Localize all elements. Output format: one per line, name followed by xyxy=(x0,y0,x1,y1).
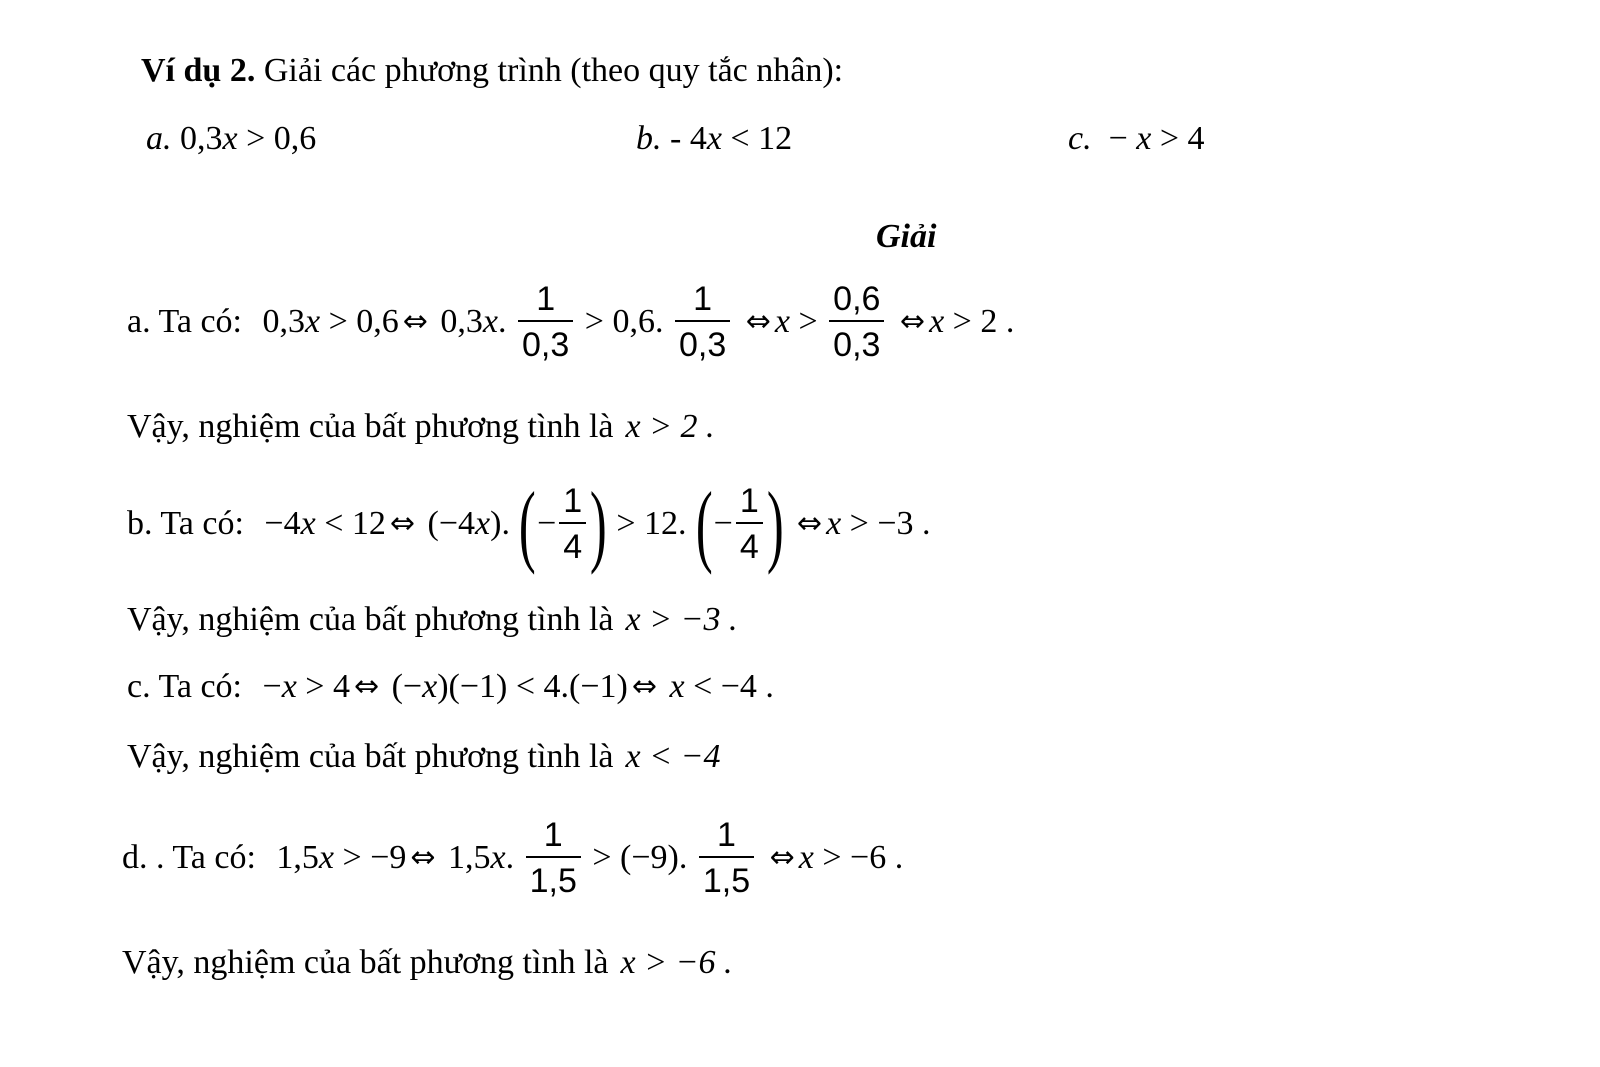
part-b-label: b. xyxy=(636,120,662,158)
answer-a: x > 2 . xyxy=(625,408,715,446)
solution-a-prefix: a. Ta có: xyxy=(127,303,242,340)
fraction: $\frac{1}{0,3}$ xyxy=(518,282,573,362)
answer-c: x < −4 xyxy=(625,738,721,776)
part-b-expr: - 4x < 12 xyxy=(670,120,793,158)
example-label: Ví dụ 2. xyxy=(141,52,256,90)
solution-c: c. Ta có: −x > 4 ⇔ (−x)(−1) < 4.(−1) ⇔ x < −4 . xyxy=(127,668,774,706)
conclusion-a: Vậy, nghiệm của bất phương tình là x > 2 . xyxy=(127,408,715,446)
solution-a: a. Ta có: 0,3x > 0,6 ⇔ 0,3x. $\frac{1}{0,3}$ > 0,6. $\frac{1}{0,3}$ ⇔ x > $\frac{0,6}{0,3}$ ⇔ x > 2 . xyxy=(127,280,1015,364)
answer-d: x > −6 . xyxy=(620,944,733,982)
conclusion-d: Vậy, nghiệm của bất phương tình là x > −6 . xyxy=(122,944,733,982)
conclusion-b: Vậy, nghiệm của bất phương tình là x > −3 . xyxy=(127,601,738,639)
fraction: $\frac{0,6}{0,3}$ xyxy=(829,282,884,362)
solution-d: d. . Ta có: 1,5x > −9 ⇔ 1,5x. $\frac{1}{1,5}$ > (−9). $\frac{1}{1,5}$ ⇔ x > −6 . xyxy=(122,816,904,900)
part-b xyxy=(636,120,792,156)
part-a xyxy=(146,120,316,156)
example-title-line xyxy=(141,52,843,88)
part-c xyxy=(1068,120,1205,156)
part-c-label: c. xyxy=(1068,120,1092,158)
example-title: Giải các phương trình (theo quy tắc nhân): xyxy=(255,52,844,90)
answer-b: x > −3 . xyxy=(625,601,738,639)
fraction: $\frac{1}{1,5}$ xyxy=(526,818,581,898)
solution-c-prefix: c. Ta có: xyxy=(127,668,242,706)
fraction: $\frac{1}{0,3}$ xyxy=(675,282,730,362)
solution-d-prefix: d. . Ta có: xyxy=(122,839,256,876)
paren-group: ( − $\frac{1}{4}$ ) xyxy=(695,473,784,575)
conclusion-c: Vậy, nghiệm của bất phương tình là x < −4 xyxy=(127,738,721,776)
part-a-label: a. xyxy=(146,120,172,158)
part-a-expr: 0,3x > 0,6 xyxy=(180,120,317,158)
paren-group: ( − $\frac{1}{4}$ ) xyxy=(519,473,607,575)
part-c-expr: − x > 4 xyxy=(1100,120,1205,158)
fraction: $\frac{1}{1,5}$ xyxy=(699,818,754,898)
solution-heading: Giải xyxy=(876,218,937,256)
solution-b-prefix: b. Ta có: xyxy=(127,505,244,542)
solution-b: b. Ta có: −4x < 12 ⇔ (−4x). ( − $\frac{1}{4}$ ) > 12. ( − $\frac{1}{4}$ ) ⇔ x > −3 . xyxy=(127,473,931,575)
